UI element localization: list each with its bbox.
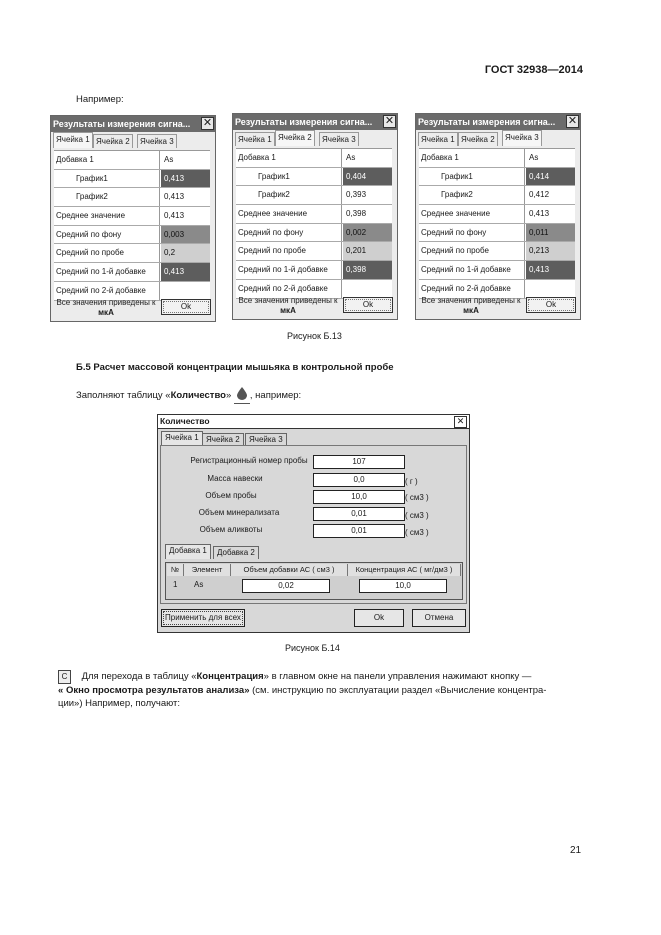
tab-cell-2[interactable]: Ячейка 2 (458, 132, 498, 146)
cancel-button[interactable]: Отмена (412, 609, 466, 627)
window-title: Результаты измерения сигна... (51, 116, 215, 132)
para-text-4: ции») Например, получают: (58, 698, 181, 709)
ok-button[interactable]: Ok (161, 299, 211, 315)
units-note-unit: мкА (463, 306, 479, 315)
row-value: 0,398 (343, 261, 392, 279)
table-row (236, 205, 392, 224)
figure-b14-caption: Рисунок Б.14 (285, 643, 340, 653)
results-grid (54, 150, 210, 301)
fill-table-text (76, 386, 301, 404)
para-text-3: (см. инструкцию по эксплуатации раздел «Вычисление концентра- (249, 685, 547, 696)
row-value: As (529, 153, 539, 162)
results-window-icon: C (58, 670, 71, 684)
row-element: As (194, 580, 204, 589)
para-bold-3: Окно просмотра результатов анализа» (65, 685, 250, 696)
tab-cell-1[interactable]: Ячейка 1 (418, 132, 458, 146)
units-note (419, 296, 523, 316)
row-label: График1 (236, 168, 342, 186)
row-value: 0,404 (343, 168, 392, 186)
row-label: Средний по 2-й добавке (236, 280, 342, 298)
tab-cell-2[interactable]: Ячейка 2 (275, 130, 315, 146)
row-value: 0,412 (529, 190, 550, 200)
row-value (526, 280, 575, 298)
units-note (54, 298, 158, 318)
tab-cell-3[interactable]: Ячейка 3 (502, 130, 542, 146)
col-header-num: № (167, 564, 184, 576)
close-icon[interactable]: ✕ (384, 115, 395, 127)
tab-additive-1[interactable]: Добавка 1 (165, 544, 211, 559)
row-value: 0,413 (161, 263, 210, 281)
reg-number-input[interactable]: 107 (313, 455, 405, 469)
table-row (54, 263, 210, 282)
row-value: 0,003 (161, 226, 210, 244)
para-bold-1: Концентрация (196, 671, 264, 682)
row-value: 0,213 (526, 242, 575, 260)
row-label: Средний по 1-й добавке (54, 263, 160, 281)
concentration-input[interactable]: 10,0 (359, 579, 447, 593)
tab-cell-1[interactable]: Ячейка 1 (161, 431, 203, 446)
row-label: Средний по фону (236, 224, 342, 242)
table-row (419, 205, 575, 224)
table-row (419, 224, 575, 243)
row-value (343, 280, 392, 298)
row-label: График2 (419, 186, 525, 204)
row-value: 0,2 (161, 244, 210, 262)
quantity-dialog (157, 414, 470, 633)
sample-volume-input[interactable]: 10,0 (313, 490, 405, 504)
close-icon[interactable]: ✕ (567, 115, 578, 127)
table-row (54, 226, 210, 245)
row-label: Среднее значение (54, 207, 160, 225)
sample-mass-unit: ( г ) (405, 477, 418, 486)
row-value: 0,413 (529, 209, 550, 219)
table-row (236, 261, 392, 280)
dialog-panel (160, 445, 467, 604)
row-value: 0,414 (526, 168, 575, 186)
row-label: График2 (54, 188, 160, 206)
units-note-unit: мкА (280, 306, 296, 315)
table-row (419, 149, 575, 168)
row-label: Средний по пробе (419, 242, 525, 260)
row-label: Средний по фону (54, 226, 160, 244)
row-value: 0,398 (346, 209, 367, 219)
row-label: Средний по 2-й добавке (419, 280, 525, 298)
ok-button[interactable]: Ok (343, 297, 393, 313)
table-row (54, 188, 210, 207)
tab-additive-2[interactable]: Добавка 2 (213, 546, 259, 559)
units-note-text: Все значения приведены к (56, 298, 156, 307)
results-grid (419, 148, 575, 299)
row-value: As (164, 155, 174, 164)
row-label: Добавка 1 (419, 149, 525, 167)
row-label: Добавка 1 (54, 151, 160, 169)
row-label: График1 (54, 170, 160, 188)
fill-text-c: , например: (249, 390, 302, 401)
fill-text-b: » (225, 390, 232, 401)
row-value: 0,393 (346, 190, 367, 200)
fill-text-bold: Количество (170, 390, 226, 401)
figure-b13-caption: Рисунок Б.13 (287, 331, 342, 341)
tab-cell-2[interactable]: Ячейка 2 (93, 134, 133, 148)
table-row (236, 242, 392, 261)
tab-cell-1[interactable]: Ячейка 1 (53, 132, 93, 148)
row-value: 0,413 (164, 192, 185, 202)
close-icon[interactable]: ✕ (202, 117, 213, 129)
mineralizate-volume-unit: ( см3 ) (405, 511, 429, 520)
field-label-mineralizate-volume: Объем минерализата (198, 508, 280, 517)
para-text-1: Для перехода в таблицу « (81, 671, 197, 682)
drop-icon (234, 386, 250, 404)
table-row (419, 261, 575, 280)
row-value: 0,413 (526, 261, 575, 279)
additive-volume-input[interactable]: 0,02 (242, 579, 330, 593)
results-window-cell-3 (415, 113, 581, 320)
row-label: График2 (236, 186, 342, 204)
table-row (236, 224, 392, 243)
col-header-element: Элемент (184, 564, 231, 576)
ok-button[interactable]: Ok (526, 297, 576, 313)
aliquot-volume-unit: ( см3 ) (405, 528, 429, 537)
window-title: Результаты измерения сигна... (416, 114, 580, 130)
table-row (236, 149, 392, 168)
row-label: Средний по 1-й добавке (419, 261, 525, 279)
table-row (236, 168, 392, 187)
table-row (54, 244, 210, 263)
units-note-unit: мкА (98, 308, 114, 317)
row-value (161, 282, 210, 300)
results-window-cell-1 (50, 115, 216, 322)
tab-cell-3[interactable]: Ячейка 3 (137, 134, 177, 148)
row-value: 0,413 (161, 170, 210, 188)
row-label: Средний по 1-й добавке (236, 261, 342, 279)
table-row (54, 207, 210, 226)
row-label: Средний по пробе (54, 244, 160, 262)
aliquot-volume-input[interactable]: 0,01 (313, 524, 405, 538)
units-note-text: Все значения приведены к (238, 296, 338, 305)
row-value: As (346, 153, 356, 162)
tab-cell-3[interactable]: Ячейка 3 (245, 433, 287, 446)
standard-header: ГОСТ 32938—2014 (484, 64, 583, 76)
dialog-title: Количество (158, 415, 469, 429)
tab-cell-2[interactable]: Ячейка 2 (202, 433, 244, 446)
para-bold-2: « (58, 685, 66, 696)
table-row (419, 242, 575, 261)
sample-volume-unit: ( см3 ) (405, 493, 429, 502)
concentration-paragraph (58, 670, 578, 710)
para-text-2: » в главном окне на панели управления нажимают кнопку — (263, 671, 532, 682)
field-label-reg-number: Регистрационный номер пробы (190, 456, 308, 465)
table-row (54, 170, 210, 189)
table-row (54, 151, 210, 170)
row-label: Среднее значение (419, 205, 525, 223)
field-label-sample-volume: Объем пробы (205, 491, 257, 500)
tab-cell-1[interactable]: Ячейка 1 (235, 132, 275, 146)
window-title: Результаты измерения сигна... (233, 114, 397, 130)
row-label: Средний по 2-й добавке (54, 282, 160, 300)
table-row (419, 168, 575, 187)
close-icon[interactable]: ✕ (454, 416, 467, 428)
row-label: Добавка 1 (236, 149, 342, 167)
row-value: 0,002 (343, 224, 392, 242)
section-b5-heading: Б.5 Расчет массовой концентрации мышьяка в контрольной пробе (76, 362, 394, 373)
field-label-aliquot-volume: Объем аликвоты (199, 525, 263, 534)
row-label: Средний по фону (419, 224, 525, 242)
col-header-concentration: Концентрация АС ( мг/дм3 ) (348, 564, 461, 576)
field-label-sample-mass: Масса навески (207, 474, 263, 483)
tab-cell-3[interactable]: Ячейка 3 (319, 132, 359, 146)
sample-mass-input[interactable]: 0,0 (313, 473, 405, 487)
row-value: 0,201 (343, 242, 392, 260)
results-window-cell-2 (232, 113, 398, 320)
intro-text: Например: (76, 94, 124, 105)
results-grid (236, 148, 392, 299)
col-header-volume: Объем добавки АС ( см3 ) (231, 564, 348, 576)
units-note (236, 296, 340, 316)
row-value: 0,011 (526, 224, 575, 242)
mineralizate-volume-input[interactable]: 0,01 (313, 507, 405, 521)
row-label: Средний по пробе (236, 242, 342, 260)
table-row (419, 186, 575, 205)
additive-table (165, 562, 463, 600)
table-row (236, 186, 392, 205)
ok-button[interactable]: Ok (354, 609, 404, 627)
page-number: 21 (570, 845, 582, 856)
row-label: График1 (419, 168, 525, 186)
row-value: 0,413 (164, 211, 185, 221)
apply-all-button[interactable]: Применить для всех (161, 609, 245, 627)
row-num: 1 (173, 580, 178, 589)
units-note-text: Все значения приведены к (421, 296, 521, 305)
row-label: Среднее значение (236, 205, 342, 223)
fill-text-a: Заполняют таблицу « (76, 390, 171, 401)
